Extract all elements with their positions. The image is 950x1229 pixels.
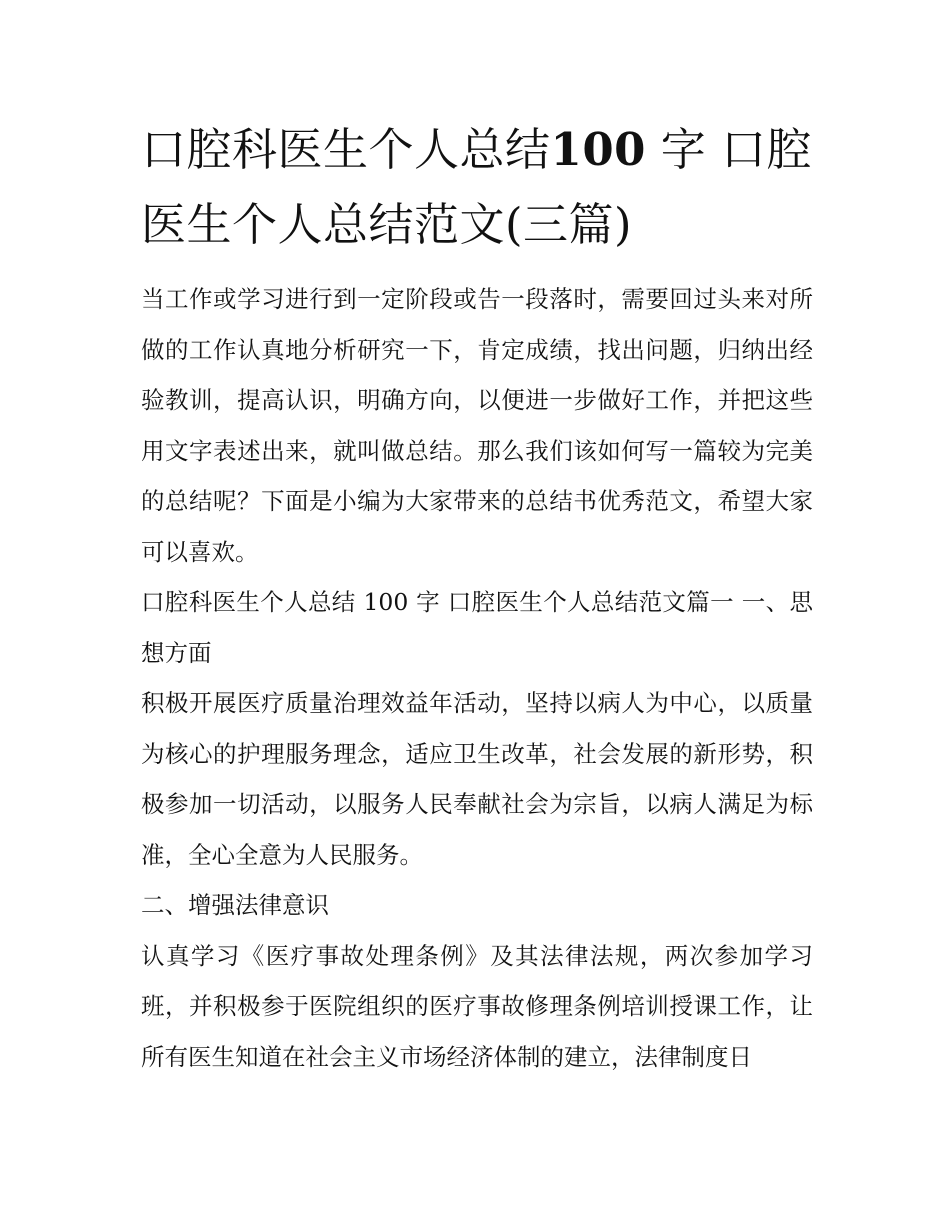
section-one-heading: 口腔科医生个人总结 100 字 口腔医生个人总结范文篇一 一、思想方面 [141,588,813,667]
title-part-2: 字 口腔医生个人总结范文(三篇) [141,123,813,251]
section-two-body: 认真学习《医疗事故处理条例》及其法律法规，两次参加学习班，并积极参于医院组织的医疗事故修理条例培训授课工作，让所有医生知道在社会主义市场经济体制的建立，法律制度日 [141,941,813,1071]
document-title [141,112,813,262]
intro-paragraph: 当工作或学习进行到一定阶段或告一段落时，需要回过头来对所做的工作认真地分析研究一下，肯定成绩，找出问题，归纳出经验教训，提高认识，明确方向，以便进一步做好工作，并把这些用文字表述出来，就叫做总结。那么我们该如何写一篇较为完美的总结呢？下面是小编为大家带来的总结书优秀范文，希望大家可以喜欢。 [141,285,813,566]
section-two-heading: 二、增强法律意识 [141,891,329,919]
section-one-body: 积极开展医疗质量治理效益年活动，坚持以病人为中心，以质量为核心的护理服务理念，适应卫生改革，社会发展的新形势，积极参加一切活动，以服务人民奉献社会为宗旨，以病人满足为标准，全心全意为人民服务。 [141,689,813,869]
document-page [141,112,813,1082]
title-number: 100 [550,123,646,176]
title-part-1: 口腔科医生个人总结 [141,123,551,176]
